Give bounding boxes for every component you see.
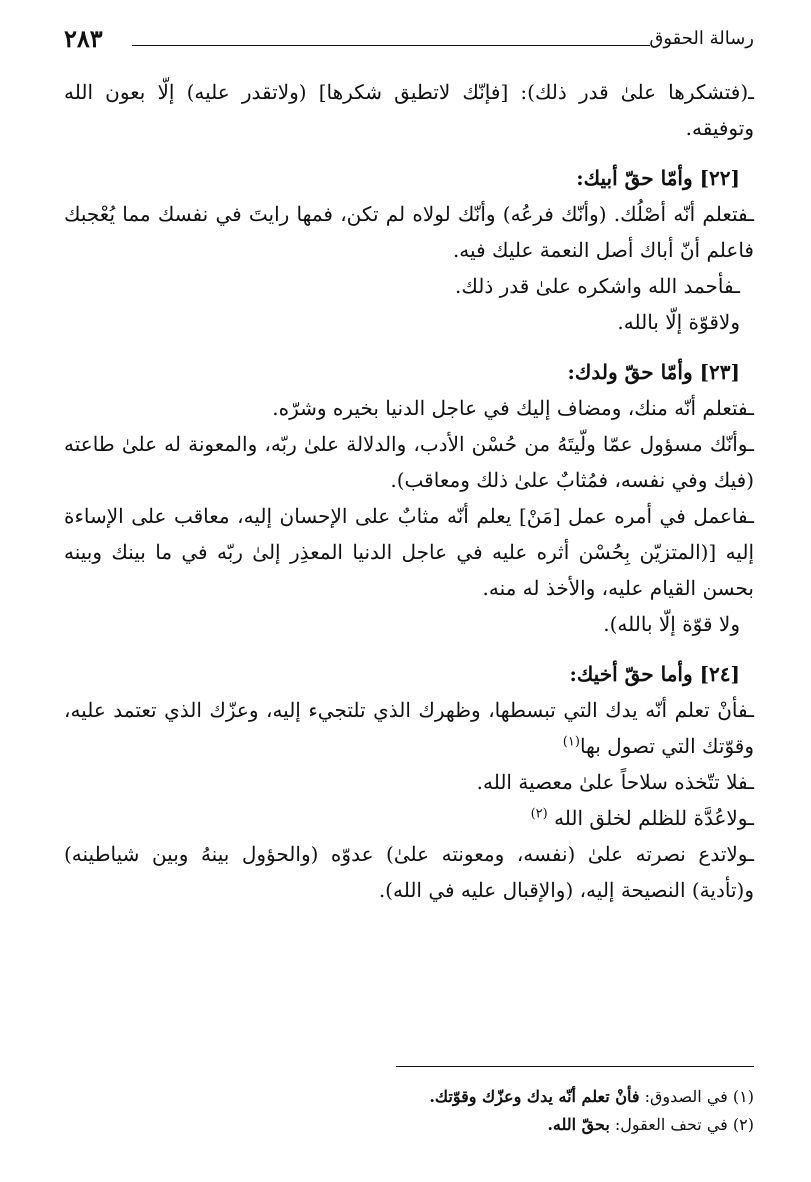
section-heading-brother: [٢٤] وأما حقّ أخيك:: [569, 662, 740, 686]
section-heading-child: [٢٣] وأمّا حقّ ولدك:: [567, 360, 740, 384]
paragraph-brother-injustice: [64, 800, 754, 836]
running-header: [64, 24, 754, 60]
footnote-2-text: بحقّ الله.: [547, 1115, 610, 1134]
paragraph-brother-weapon: ـفلا تتّخذه سلاحاً علىٰ معصية الله.: [476, 770, 754, 794]
page-number: ٢٨٣: [64, 24, 103, 53]
footnote-list: [64, 1075, 754, 1139]
paragraph-brother-hand-text: ـفأنْ تعلم أنّه يدك التي تبسطها، وظهرك الذي تلتجيء إليه، وعزّك الذي تعتمد عليه، وقوّتك التي تصول بها: [64, 698, 754, 758]
header-rule: [132, 45, 650, 46]
footnote-1: [64, 1083, 754, 1111]
paragraph-brother-hand: [64, 692, 754, 764]
footnote-2-marker: (٢): [732, 1115, 754, 1134]
footnote-1-marker: (١): [732, 1087, 754, 1106]
section-heading-father: [٢٢] وأمّا حقّ أبيك:: [576, 166, 740, 190]
paragraph-child-closing: ولا قوّة إلّا بالله).: [603, 612, 740, 636]
paragraph-brother-support: ـولاتدع نصرته علىٰ (نفسه، ومعونته علىٰ) عدوّه (والحؤول بينهُ وبين شياطينه) و(تأدية) النصيحة إليه، (والإقبال عليه في الله).: [64, 842, 754, 902]
footnote-1-text: فأنْ تعلم أنّه يدك وعزّك وقوّتك.: [429, 1087, 640, 1106]
footnote-reference-1: (١): [562, 734, 580, 750]
main-text: [64, 74, 754, 908]
footnote-2: [64, 1111, 754, 1139]
book-page: [64, 24, 754, 1134]
paragraph-child-from-you: ـفتعلم أنّه منك، ومضاف إليك في عاجل الدنيا بخيره وشرّه.: [272, 396, 754, 420]
paragraph-father-praise: ـفأحمد الله واشكره علىٰ قدر ذلك.: [455, 274, 740, 298]
footnote-2-source: في تحف العقول:: [614, 1115, 728, 1134]
paragraph-child-responsibility: ـوأنّك مسؤول عمّا ولّيتَهُ من حُسْن الأدب، والدلالة علىٰ ربّه، والمعونة له علىٰ طاعته (فيك وفي نفسه، فمُثابٌ علىٰ ذلك ومعاقب).: [64, 432, 754, 492]
paragraph-gratitude: ـ(فتشكرها علىٰ قدر ذلك): [فإنّك لاتطيق شكرها] (ولاتقدر عليه) إلّا بعون الله وتوفيقه.: [64, 80, 754, 140]
paragraph-brother-injustice-text: ـولاعُدَّة للظلم لخلق الله: [554, 806, 754, 830]
footnote-reference-2: (٢): [530, 806, 548, 822]
paragraph-father-closing: ولاقوّة إلّا بالله.: [617, 310, 740, 334]
paragraph-child-action: ـفاعمل في أمره عمل [مَنْ] يعلم أنّه مثابٌ على الإحسان إليه، معاقب على الإساءة إليه [(المتزيّن بِحُسْن أثره عليه في عاجل الدنيا المعذِر إلىٰ ربّه في ما بينك وبينه بحسن القيام عليه، والأخذ له منه.: [64, 504, 754, 600]
running-title: رسالة الحقوق: [649, 28, 754, 49]
footnote-1-source: في الصدوق:: [644, 1087, 728, 1106]
footnote-rule: [396, 1066, 754, 1067]
footnotes: [64, 1066, 754, 1139]
paragraph-father-origin: ـفتعلم أنّه أصْلُك. (وأنّك فرعُه) وأنّك لولاه لم تكن، فمها رايتَ في نفسك مما يُعْجبك فاعلم أنّ أباك أصل النعمة عليك فيه.: [64, 202, 754, 262]
